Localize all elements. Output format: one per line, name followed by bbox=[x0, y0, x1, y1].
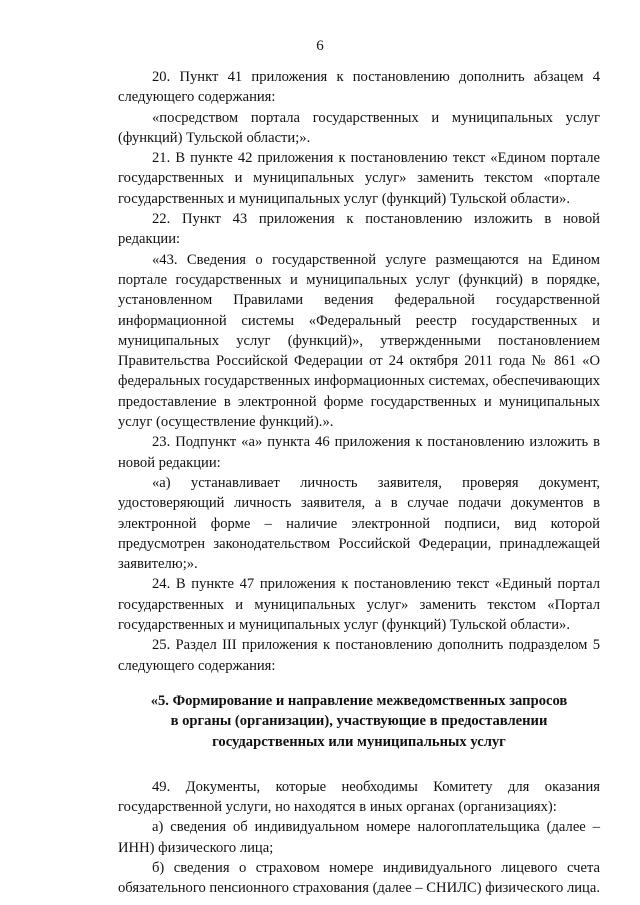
paragraph-22: 22. Пункт 43 приложения к постановлению изложить в новой редакции: bbox=[118, 211, 600, 248]
paragraph-20: 20. Пункт 41 приложения к постановлению дополнить абзацем 4 следующего содержания: bbox=[118, 69, 600, 106]
paragraph-21: 21. В пункте 42 приложения к постановлению текст «Едином портале государственных и муниципальных услуг» заменить текстом «портале государственных и муниципальных услуг (функций) Тульской области». bbox=[118, 150, 600, 207]
paragraph-23-quote: «а) устанавливает личность заявителя, проверяя документ, удостоверяющий личность заявителя, а в случае подачи документов в электронной форме – наличие электронной подписи, вид которой предусмотрен законодательством Российской Федерации, принадлежащей заявителю;». bbox=[118, 474, 600, 573]
paragraph-23: 23. Подпункт «а» пункта 46 приложения к постановлению изложить в новой редакции: bbox=[118, 434, 600, 471]
paragraph-49-item-b: б) сведения о страховом номере индивидуального лицевого счета обязательного пенсионного страхования (далее – СНИЛС) физического лица. bbox=[118, 859, 600, 897]
paragraph-20-quote: «посредством портала государственных и муниципальных услуг (функций) Тульской области;». bbox=[118, 109, 600, 146]
section-heading-line-1: «5. Формирование и направление межведомственных запросов bbox=[150, 692, 568, 709]
paragraph-22-quote: «43. Сведения о государственной услуге размещаются на Едином портале государственных и муниципальных услуг (функций) в порядке, установленном Правилами ведения федеральной государственной информационной системы «Федеральный реестр государственных и муниципальных услуг (функций)», утвержденными постановлением Правительства Российской Федерации от 24 октября 2011 года № 861 «О федеральных государственных информационных системах, обеспечивающих предоставление в электронной форме государственных и муниципальных услуг (осуществление функций).». bbox=[118, 251, 600, 431]
section-heading-line-2: в органы (организации), участвующие в предоставлении bbox=[170, 713, 548, 730]
page-number: 6 bbox=[316, 38, 324, 54]
section-heading bbox=[118, 691, 600, 752]
paragraph-25: 25. Раздел III приложения к постановлению дополнить подразделом 5 следующего содержания: bbox=[118, 637, 600, 674]
paragraph-49: 49. Документы, которые необходимы Комитету для оказания государственной услуги, но находятся в иных органах (организациях): bbox=[118, 778, 600, 816]
section-heading-line-3: государственных или муниципальных услуг bbox=[212, 733, 506, 750]
document-body bbox=[118, 67, 600, 899]
paragraph-49-item-a: а) сведения об индивидуальном номере налогоплательщика (далее – ИНН) физического лица; bbox=[118, 819, 600, 856]
paragraph-24: 24. В пункте 47 приложения к постановлению текст «Единый портал государственных и муниципальных услуг» заменить текстом «Портал государственных и муниципальных услуг (функций) Тульской области». bbox=[118, 576, 600, 634]
